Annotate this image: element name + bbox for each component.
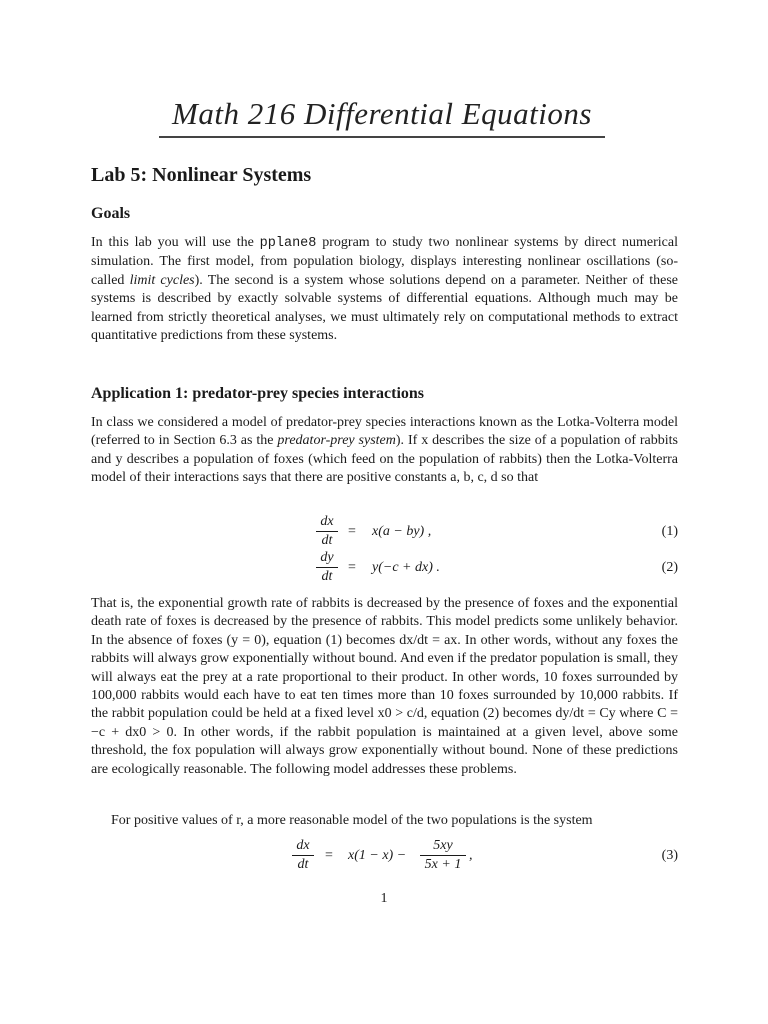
eq3-comma: , <box>469 848 473 863</box>
eq2-number: (2) <box>661 560 678 575</box>
course-title: Math 216 Differential Equations <box>172 96 592 131</box>
application1-intro: In class we considered a model of predator-prey species interactions known as the Lotka-Volterra model (referred to in Section 6.3 as the predator-prey system). If x describes the size of a population of rabbits and y describes a population of foxes (which feed on the population of rabbits) then the Lotka-Volterra model of their interactions says that there are positive constants a, b, c, d so that <box>91 415 678 486</box>
application1-body2: For positive values of r, a more reasonable model of the two populations is the system <box>111 813 593 828</box>
course-header <box>159 96 605 142</box>
header-rule <box>159 136 605 138</box>
eq1-number: (1) <box>661 524 678 539</box>
code-pplane8: pplane8 <box>259 236 317 251</box>
eq2-rhs: y(−c + dx) . <box>372 560 440 575</box>
goals-paragraph: In this lab you will use the pplane8 program to study two nonlinear systems by direct numerical simulation. The first model, from population biology, displays interesting nonlinear oscillations (so-called limit cycles). The second is a system whose solutions depend on a parameter. Neither of these systems is described by exactly solvable systems of differential equations. Although much may be learned from strictly theoretical analyses, we must ultimately rely on computational methods to extract quantitative predictions from these systems. <box>91 235 678 344</box>
page-number: 1 <box>380 891 388 906</box>
equation-1 <box>0 514 768 554</box>
eq3-equals: = <box>325 848 333 863</box>
eq3-rhs-part: x(1 − x) − <box>348 848 407 863</box>
application1-heading: Application 1: predator-prey species interactions <box>91 385 425 402</box>
eq3-rhs-fraction: 5xy 5x + 1 <box>420 838 466 873</box>
goals-heading: Goals <box>91 205 131 222</box>
eq2-lhs-fraction: dy dt <box>316 550 338 585</box>
eq1-rhs: x(a − by) , <box>372 524 432 539</box>
equation-2 <box>0 550 768 590</box>
application1-body: That is, the exponential growth rate of rabbits is decreased by the presence of foxes and the exponential death rate of foxes is decreased by the presence of rabbits. This model predicts some unlikely behavior. In the absence of foxes (y = 0), equation (1) becomes dx/dt = ax. In other words, without any foxes the rabbits will always grow exponentially without bound. And even if the predator population is small, they will always eat the prey at a rate proportional to their product. In other words, 10 foxes surrounded by 100,000 rabbits would each have to eat ten times more than 10 foxes surrounded by 10,000 rabbits. If the rabbit population could be held at a fixed level x0 > c/d, equation (2) becomes dy/dt = Cy where C = −c + dx0 > 0. In other words, if the rabbit population is maintained at a given level, above some threshold, the fox population will always grow exponentially without bound. None of these predictions are ecologically reasonable. The following model addresses these problems. <box>91 596 678 777</box>
eq3-lhs-fraction: dx dt <box>292 838 314 873</box>
lab-title: Lab 5: Nonlinear Systems <box>91 164 312 186</box>
eq3-number: (3) <box>661 848 678 863</box>
eq1-lhs-fraction: dx dt <box>316 514 338 549</box>
equation-3 <box>0 838 768 878</box>
eq2-equals: = <box>348 560 356 575</box>
eq1-equals: = <box>348 524 356 539</box>
